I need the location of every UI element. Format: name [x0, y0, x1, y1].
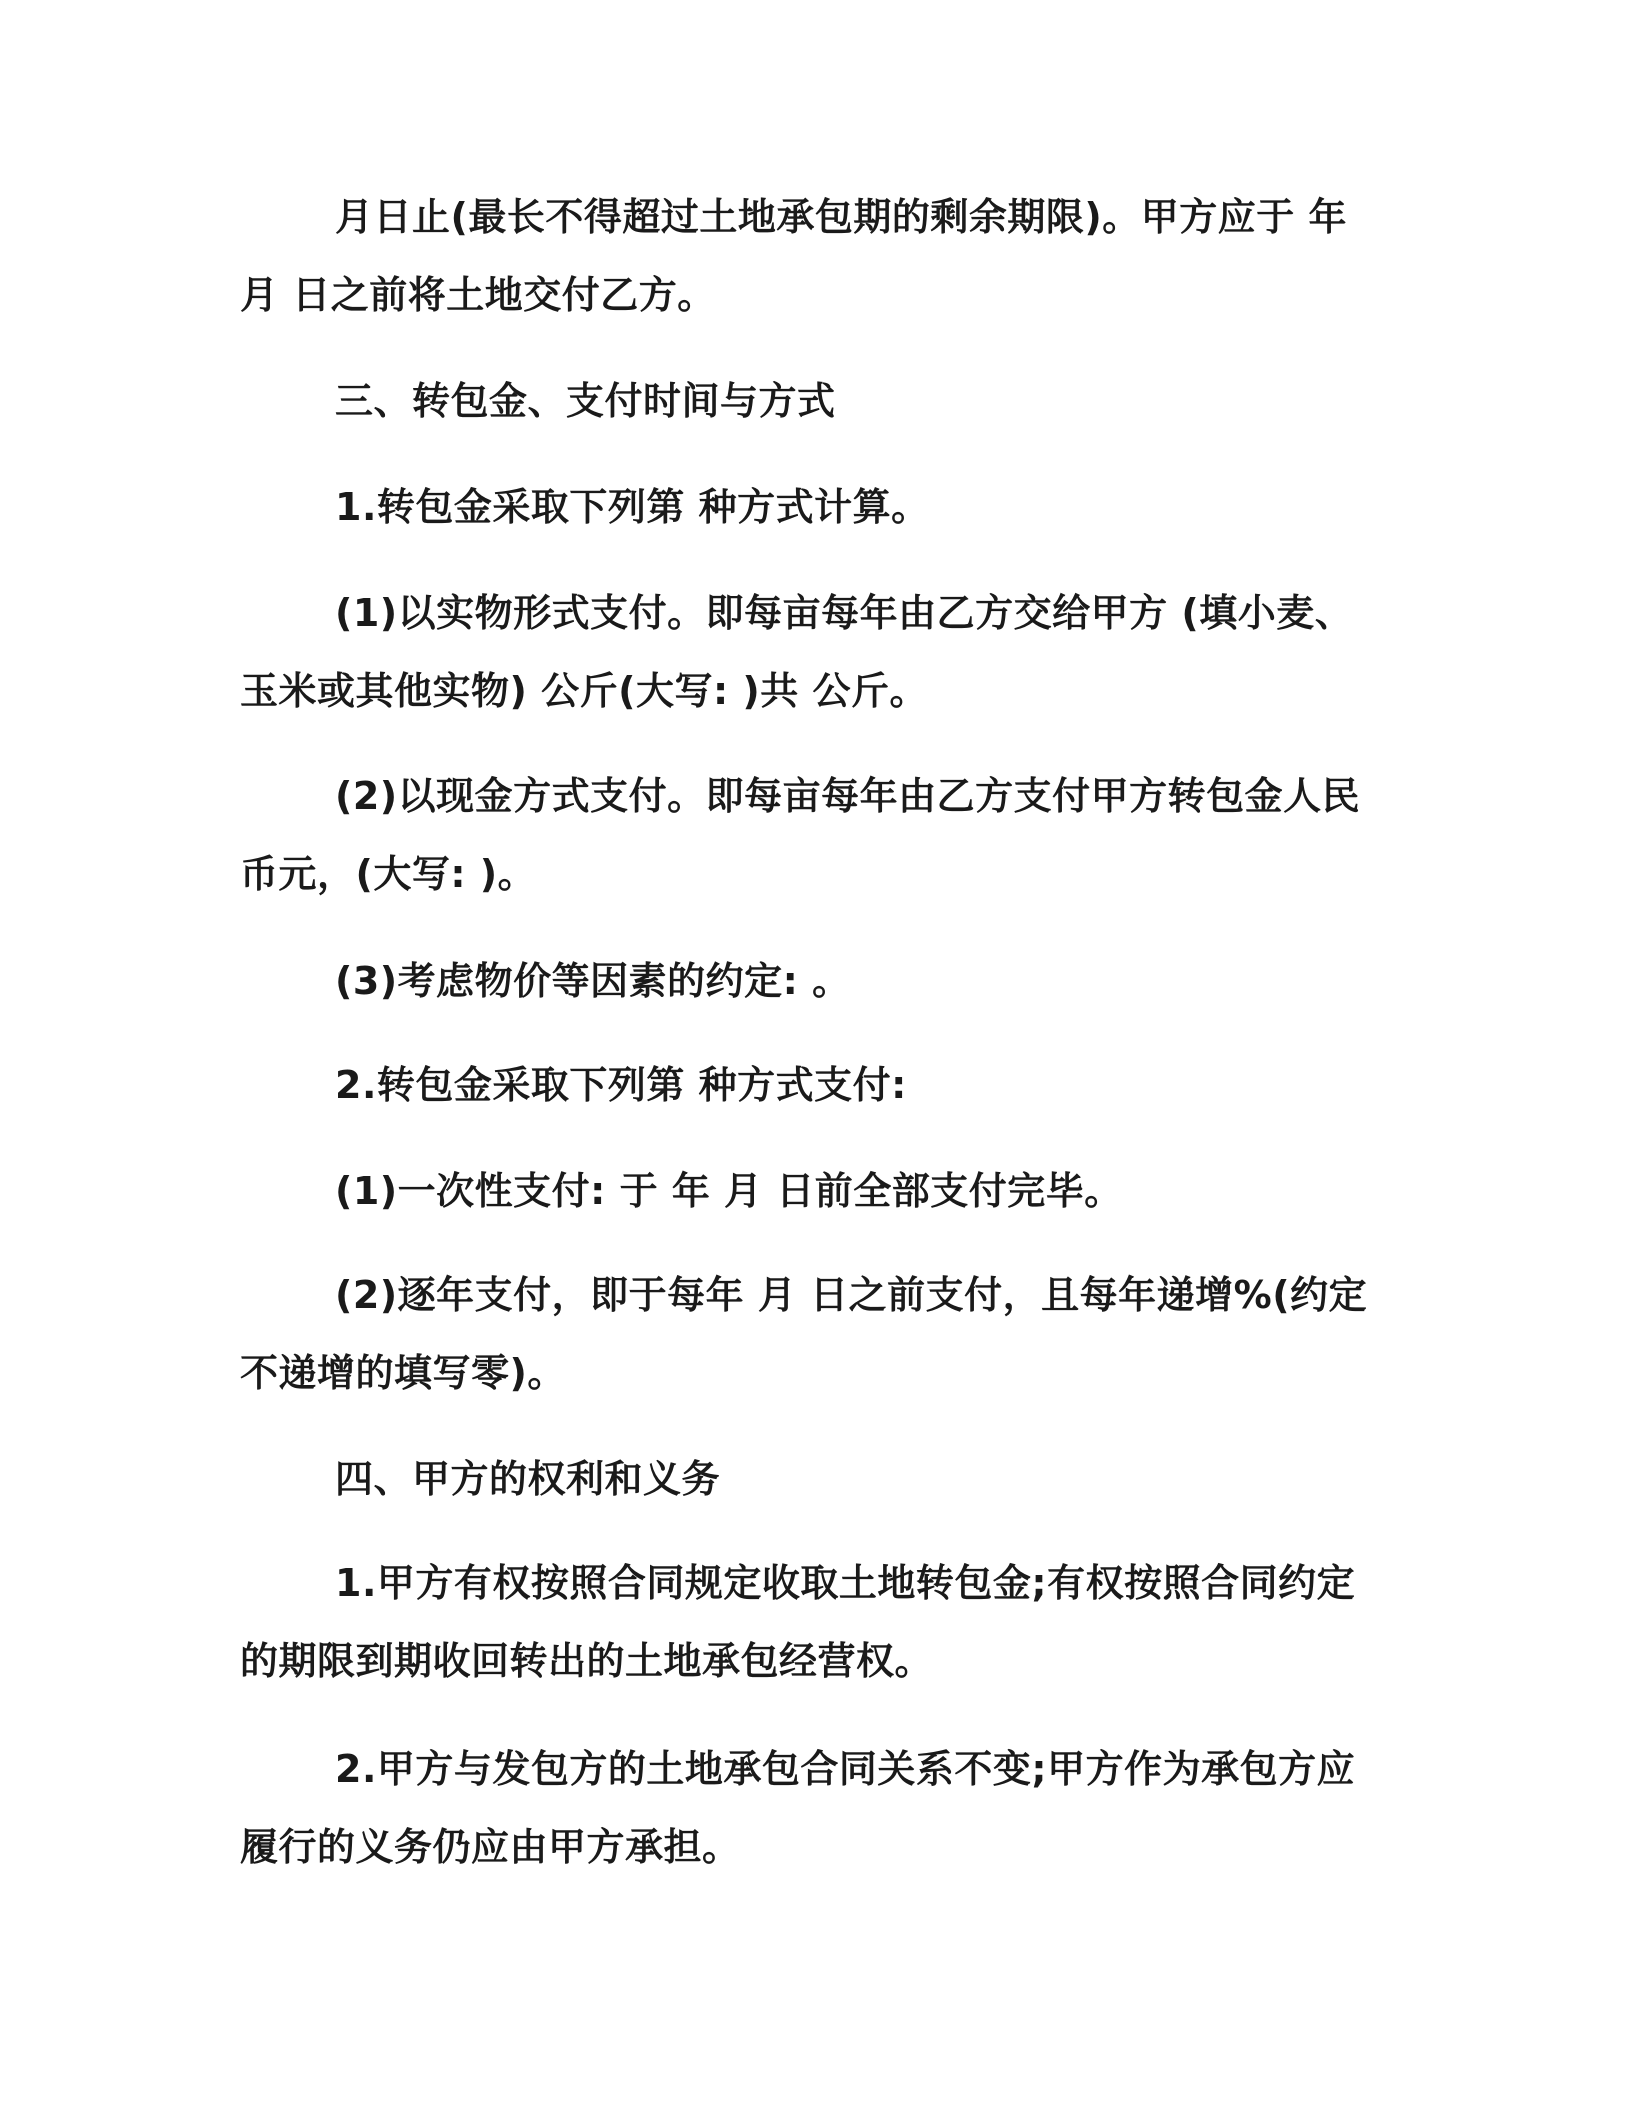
paragraph-party-a-obligations: 2.甲方与发包方的土地承包合同关系不变;甲方作为承包方应履行的义务仍应由甲方承担。: [240, 1747, 1356, 1869]
paragraph-price-factors: (3)考虑物价等因素的约定: 。: [335, 959, 851, 1003]
paragraph-annual-payment: (2)逐年支付，即于每年 月 日之前支付，且每年递增%(约定不递增的填写零)。: [240, 1273, 1368, 1395]
section-heading-4: 四、甲方的权利和义务: [335, 1457, 721, 1501]
paragraph-in-kind-payment: (1)以实物形式支付。即每亩每年由乙方交给甲方 (填小麦、玉米或其他实物) 公斤(大写: )共 公斤。: [240, 591, 1354, 713]
paragraph-payment-method: 2.转包金采取下列第 种方式支付:: [335, 1063, 907, 1107]
paragraph-lump-sum: (1)一次性支付: 于 年 月 日前全部支付完毕。: [335, 1169, 1123, 1213]
paragraph-calc-method: 1.转包金采取下列第 种方式计算。: [335, 485, 930, 529]
section-heading-3: 三、转包金、支付时间与方式: [335, 379, 836, 423]
paragraph-cash-payment: (2)以现金方式支付。即每亩每年由乙方支付甲方转包金人民币元，(大写: )。: [240, 774, 1361, 896]
paragraph-land-delivery: 月日止(最长不得超过土地承包期的剩余期限)。甲方应于 年 月 日之前将土地交付乙方。: [240, 195, 1347, 317]
paragraph-party-a-rights: 1.甲方有权按照合同规定收取土地转包金;有权按照合同约定的期限到期收回转出的土地承包经营权。: [240, 1561, 1356, 1683]
